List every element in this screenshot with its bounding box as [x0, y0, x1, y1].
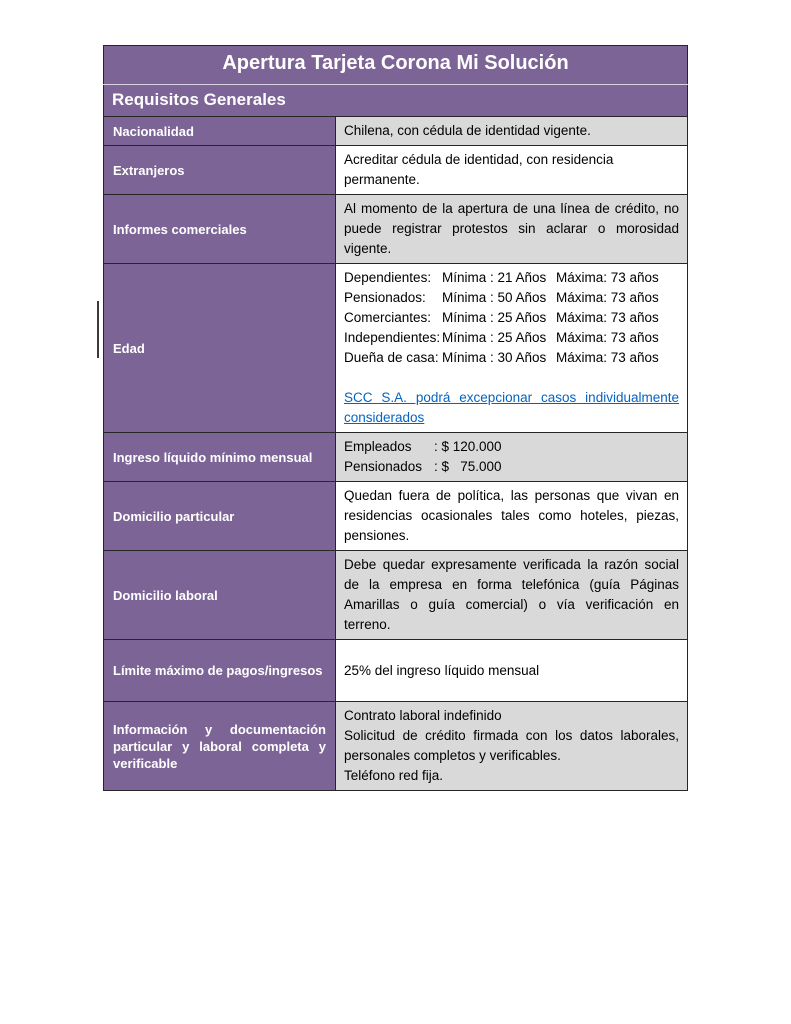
margin-change-bar	[97, 301, 99, 358]
age-max: Máxima: 73 años	[556, 330, 659, 345]
age-max: Máxima: 73 años	[556, 270, 659, 285]
age-category: Comerciantes:	[344, 310, 432, 325]
income-line	[344, 437, 679, 457]
row-label-nacionalidad: Nacionalidad	[104, 117, 336, 146]
row-label-domicilio-particular: Domicilio particular	[104, 482, 336, 551]
requirements-table	[103, 45, 688, 791]
row-value-limite: 25% del ingreso líquido mensual	[336, 640, 688, 702]
table-row-extranjeros	[104, 146, 688, 195]
age-min: Mínima : 25 Años	[442, 310, 547, 325]
row-value-informacion	[336, 702, 688, 791]
exception-note	[344, 388, 679, 428]
row-label-domicilio-laboral: Domicilio laboral	[104, 551, 336, 640]
table-row-informes	[104, 195, 688, 264]
documentation-line: Teléfono red fija.	[344, 768, 444, 783]
row-value-informes: Al momento de la apertura de una línea de crédito, no puede registrar protestos sin aclarar o morosidad vigente.	[336, 195, 688, 264]
table-title-row	[104, 46, 688, 85]
age-min: Mínima : 21 Años	[442, 270, 547, 285]
income-amount: : $ 75.000	[434, 459, 502, 474]
table-row-domicilio-particular	[104, 482, 688, 551]
spacer	[344, 368, 679, 388]
row-label-informes: Informes comerciales	[104, 195, 336, 264]
document-title: Apertura Tarjeta Corona Mi Solución	[104, 46, 688, 85]
income-name: Pensionados	[344, 459, 423, 474]
age-category: Pensionados:	[344, 290, 426, 305]
table-row-informacion	[104, 702, 688, 791]
row-label-extranjeros: Extranjeros	[104, 146, 336, 195]
income-line	[344, 457, 679, 477]
age-category: Dueña de casa:	[344, 350, 439, 365]
row-label-ingreso: Ingreso líquido mínimo mensual	[104, 433, 336, 482]
documentation-line: Solicitud de crédito firmada con los datos laborales, personales completos y verificables.	[344, 728, 679, 763]
table-row-limite	[104, 640, 688, 702]
table-row-edad	[104, 264, 688, 433]
age-max: Máxima: 73 años	[556, 310, 659, 325]
section-header-row	[104, 85, 688, 117]
income-amount: : $ 120.000	[434, 439, 502, 454]
documentation-line: Contrato laboral indefinido	[344, 708, 502, 723]
table-row-domicilio-laboral	[104, 551, 688, 640]
age-category: Independientes:	[344, 330, 441, 345]
age-max: Máxima: 73 años	[556, 350, 659, 365]
age-min: Mínima : 30 Años	[442, 350, 547, 365]
row-value-extranjeros: Acreditar cédula de identidad, con residencia permanente.	[336, 146, 688, 195]
table-row-nacionalidad	[104, 117, 688, 146]
row-value-domicilio-particular: Quedan fuera de política, las personas que vivan en residencias ocasionales tales como hoteles, piezas, pensiones.	[336, 482, 688, 551]
exception-link[interactable]: SCC S.A. podrá excepcionar casos individualmente considerados	[344, 390, 679, 425]
table-row-ingreso	[104, 433, 688, 482]
age-limits-grid	[344, 268, 679, 368]
row-label-edad: Edad	[104, 264, 336, 433]
age-min: Mínima : 50 Años	[442, 290, 547, 305]
row-value-ingreso	[336, 433, 688, 482]
row-value-domicilio-laboral: Debe quedar expresamente verificada la razón social de la empresa en forma telefónica (guía Páginas Amarillas o guía comercial) o vía verificación en terreno.	[336, 551, 688, 640]
row-label-limite: Límite máximo de pagos/ingresos	[104, 640, 336, 702]
age-category: Dependientes:	[344, 270, 432, 285]
row-value-nacionalidad: Chilena, con cédula de identidad vigente.	[336, 117, 688, 146]
section-header: Requisitos Generales	[104, 85, 688, 117]
age-min: Mínima : 25 Años	[442, 330, 547, 345]
age-max: Máxima: 73 años	[556, 290, 659, 305]
row-value-edad	[336, 264, 688, 433]
row-label-informacion: Información y documentación particular y laboral completa y verificable	[104, 702, 336, 791]
income-name: Empleados	[344, 439, 412, 454]
